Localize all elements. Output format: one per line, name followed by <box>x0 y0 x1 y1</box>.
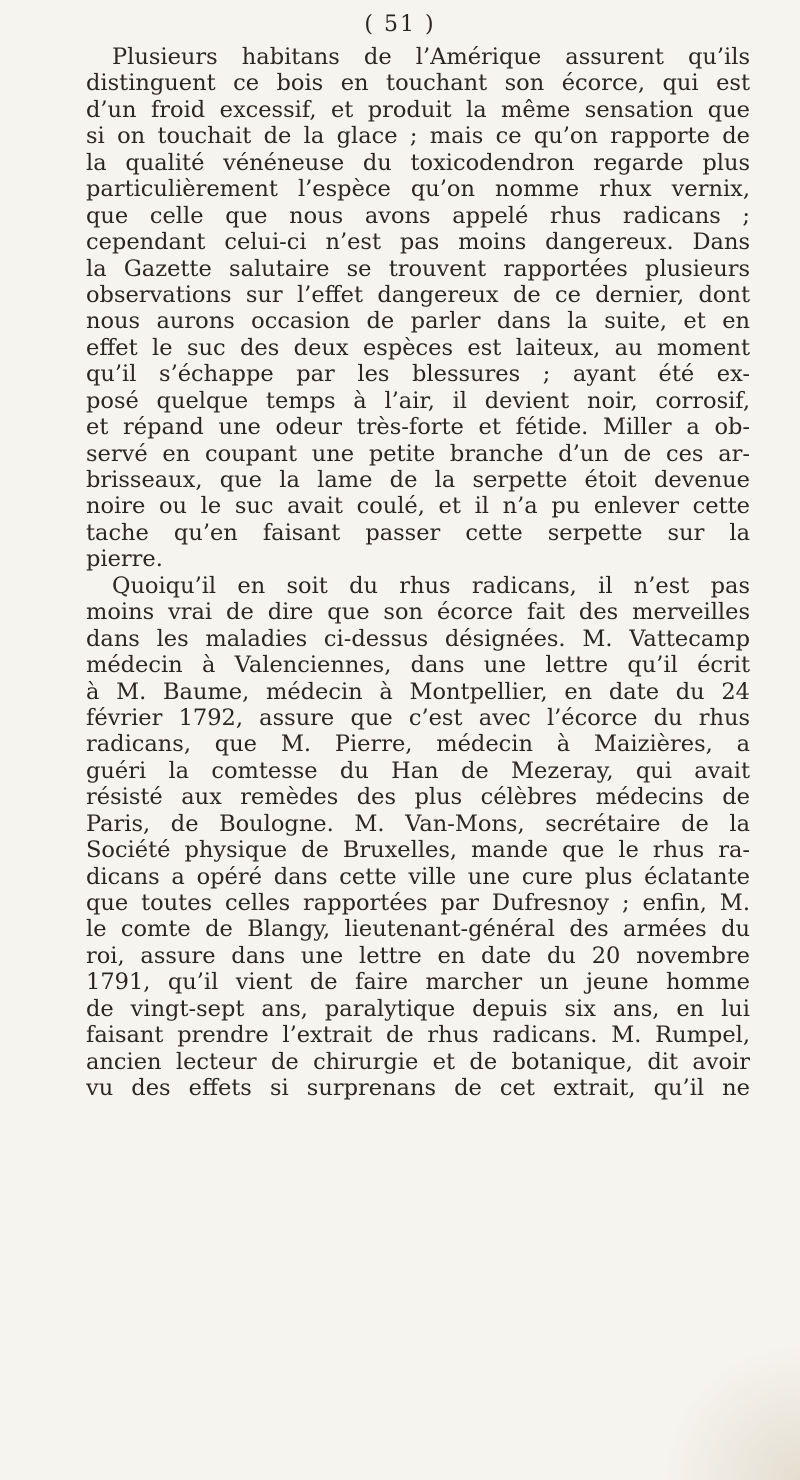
text-line: de vingt-sept ans, paralytique depuis six ans, en lui <box>86 995 750 1022</box>
text-line: observations sur l’effet dangereux de ce dernier, dont <box>86 281 750 308</box>
text-line: cependant celui-ci n’est pas moins dangereux. Dans <box>86 229 750 256</box>
text-line: servé en coupant une petite branche d’un de ces ar- <box>86 440 750 467</box>
text-line: d’un froid excessif, et produit la même sensation que <box>86 96 750 123</box>
text-line: moins vrai de dire que son écorce fait des merveilles <box>86 599 750 626</box>
text-line: Paris, de Boulogne. M. Van-Mons, secrétaire de la <box>86 810 750 837</box>
text-line: particulièrement l’espèce qu’on nomme rhux vernix, <box>86 176 750 203</box>
text-line: pierre. <box>86 546 163 573</box>
text-line: noire ou le suc avait coulé, et il n’a pu enlever cette <box>86 493 750 520</box>
text-line: la Gazette salutaire se trouvent rapportées plusieurs <box>86 255 750 282</box>
text-line: février 1792, assure que c’est avec l’écorce du rhus <box>86 704 750 731</box>
text-line: dans les maladies ci-dessus désignées. M. Vattecamp <box>86 625 750 652</box>
text-line: que celle que nous avons appelé rhus radicans ; <box>86 202 750 229</box>
text-line: roi, assure dans une lettre en date du 20 novembre <box>86 942 750 969</box>
text-line: dicans a opéré dans cette ville une cure plus éclatante <box>86 863 750 890</box>
paragraph-2 <box>86 573 750 1102</box>
text-line: à M. Baume, médecin à Montpellier, en date du 24 <box>86 678 750 705</box>
text-line: médecin à Valenciennes, dans une lettre qu’il écrit <box>86 652 750 679</box>
paragraph-1 <box>86 44 750 573</box>
text-line: effet le suc des deux espèces est laiteux, au moment <box>86 334 750 361</box>
text-line: Quoiqu’il en soit du rhus radicans, il n’est pas <box>112 572 750 599</box>
text-line: la qualité vénéneuse du toxicodendron regarde plus <box>86 149 750 176</box>
text-line: nous aurons occasion de parler dans la suite, et en <box>86 308 750 335</box>
text-line: brisseaux, que la lame de la serpette étoit devenue <box>86 467 750 493</box>
text-line: qu’il s’échappe par les blessures ; ayant été ex- <box>86 361 750 388</box>
text-line: ancien lecteur de chirurgie et de botanique, dit avoir <box>86 1048 750 1075</box>
text-line: Société physique de Bruxelles, mande que le rhus ra- <box>86 837 750 864</box>
text-line: vu des effets si surprenans de cet extrait, qu’il ne <box>86 1075 750 1102</box>
text-line: guéri la comtesse du Han de Mezeray, qui avait <box>86 757 750 784</box>
text-line: que toutes celles rapportées par Dufresnoy ; enfin, M. <box>86 890 750 916</box>
text-line: 1791, qu’il vient de faire marcher un jeune homme <box>86 969 750 996</box>
page-stain <box>660 1340 800 1480</box>
text-line: faisant prendre l’extrait de rhus radicans. M. Rumpel, <box>86 1022 750 1049</box>
text-line: et répand une odeur très-forte et fétide. Miller a ob- <box>86 414 750 441</box>
text-line: radicans, que M. Pierre, médecin à Maizières, a <box>86 731 750 758</box>
text-line: Plusieurs habitans de l’Amérique assurent qu’ils <box>112 44 750 70</box>
text-line: résisté aux remèdes des plus célèbres médecins de <box>86 784 750 811</box>
text-line: distinguent ce bois en touchant son écorce, qui est <box>86 70 750 97</box>
text-line: tache qu’en faisant passer cette serpette sur la <box>86 519 750 546</box>
text-line: le comte de Blangy, lieutenant-général des armées du <box>86 916 750 943</box>
body-text <box>86 44 750 1102</box>
text-line: posé quelque temps à l’air, il devient noir, corrosif, <box>86 387 750 414</box>
page-number: ( 51 ) <box>364 12 436 37</box>
text-line: si on touchait de la glace ; mais ce qu’on rapporte de <box>86 123 750 150</box>
